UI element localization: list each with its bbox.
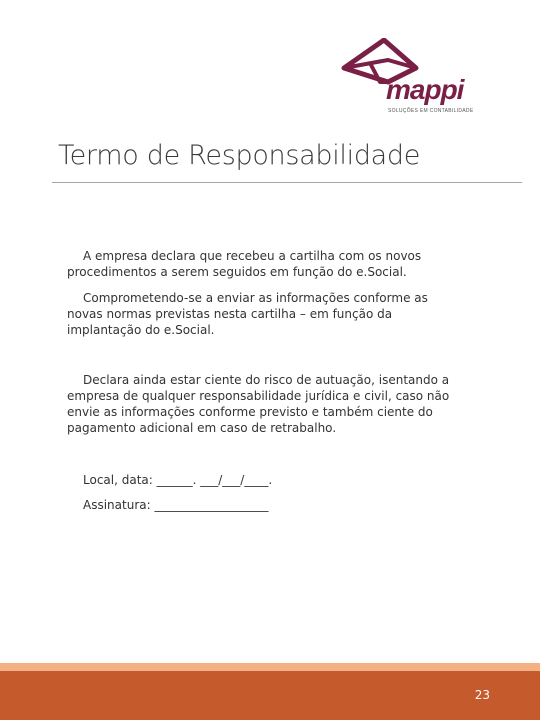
page-number: 23 — [474, 688, 490, 702]
paragraph-liability — [67, 372, 467, 436]
signature-field: Assinatura: ___________________ — [83, 498, 269, 512]
paragraph-receipt — [67, 248, 467, 280]
paragraph-commitment-text: Comprometendo-se a enviar as informações conforme as novas normas previstas nesta cartilha – em função da implantação do e.Social. — [67, 291, 428, 337]
logo-wordmark: mappi — [386, 74, 464, 105]
logo-tagline: SOLUÇÕES EM CONTABILIDADE — [388, 108, 474, 114]
paragraph-commitment — [67, 290, 467, 338]
paragraph-receipt-text: A empresa declara que recebeu a cartilha com os novos procedimentos a serem seguidos em função do e.Social. — [67, 249, 422, 279]
paragraph-liability-text: Declara ainda estar ciente do risco de autuação, isentando a empresa de qualquer responsabilidade jurídica e civil, caso não envie as informações conforme previsto e também ciente do pagamento adicional em caso de retrabalho. — [67, 373, 450, 435]
title-divider — [52, 182, 522, 183]
mappi-logo — [340, 38, 474, 118]
page-title: Termo de Responsabilidade — [58, 140, 421, 171]
footer-accent-stripe — [0, 663, 540, 671]
local-date-field: Local, data: ______. ___/___/____. — [83, 473, 273, 487]
footer-bar — [0, 671, 540, 720]
